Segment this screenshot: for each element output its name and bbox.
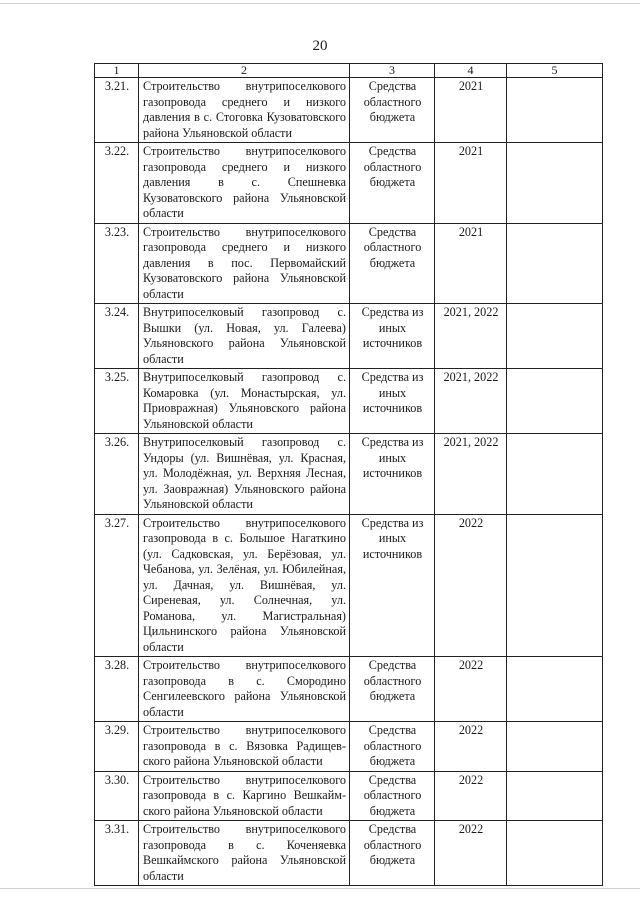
table-body xyxy=(95,64,603,886)
table-row xyxy=(95,771,603,821)
row-description: Внутрипоселковый газопровод с. Вышки (ул. Новая, ул. Галеева) Ульяновского района Ульяновской области xyxy=(139,304,350,369)
row-year: 2021, 2022 xyxy=(435,434,507,515)
header-cell-4: 4 xyxy=(435,64,507,78)
header-cell-5: 5 xyxy=(507,64,603,78)
header-cell-3: 3 xyxy=(350,64,435,78)
row-funding-source: Средства областного бюджета xyxy=(350,143,435,224)
row-description: Внутрипоселковый газопровод с. Ундоры (ул. Вишнёвая, ул. Красная, ул. Молодёжная, ул. Верхняя Лесная, ул. Заовражная) Ульяновского района Ульяновской области xyxy=(139,434,350,515)
table-row xyxy=(95,304,603,369)
row-year: 2021 xyxy=(435,223,507,304)
row-funding-source: Средства из иных источников xyxy=(350,434,435,515)
row-number: 3.31. xyxy=(95,821,139,886)
header-cell-1: 1 xyxy=(95,64,139,78)
row-note xyxy=(507,304,603,369)
scan-edge-top xyxy=(0,3,640,4)
row-year: 2022 xyxy=(435,722,507,772)
row-description: Строительство внутрипоселкового газопровода в с. Большое Нагаткино (ул. Садковская, ул. Берёзовая, ул. Чебанова, ул. Зелёная, ул. Юбилейная, ул. Дачная, ул. Вишнёвая, ул. Сиреневая, ул. Солнечная, ул. Романова, ул. Магистральная) Цильнинского района Ульяновской области xyxy=(139,514,350,657)
row-note xyxy=(507,514,603,657)
row-note xyxy=(507,369,603,434)
row-number: 3.27. xyxy=(95,514,139,657)
row-year: 2022 xyxy=(435,657,507,722)
row-description: Строительство внутрипоселкового газопровода среднего и низкого давления в с. Стоговка Кузоватовского района Ульяновской области xyxy=(139,78,350,143)
row-number: 3.25. xyxy=(95,369,139,434)
table-row xyxy=(95,434,603,515)
table-row xyxy=(95,78,603,143)
program-table xyxy=(94,63,603,886)
row-number: 3.29. xyxy=(95,722,139,772)
row-funding-source: Средства областного бюджета xyxy=(350,657,435,722)
row-number: 3.28. xyxy=(95,657,139,722)
row-funding-source: Средства областного бюджета xyxy=(350,771,435,821)
row-description: Строительство внутрипоселкового газопровода в с. Каргино Вешкаймского района Ульяновской области xyxy=(139,771,350,821)
row-note xyxy=(507,434,603,515)
row-year: 2022 xyxy=(435,514,507,657)
row-funding-source: Средства областного бюджета xyxy=(350,722,435,772)
row-number: 3.24. xyxy=(95,304,139,369)
table-row xyxy=(95,223,603,304)
table-row xyxy=(95,143,603,224)
page-number: 20 xyxy=(312,38,328,54)
row-description: Строительство внутрипоселкового газопровода в с. Коченяевка Вешкаймского района Ульяновской области xyxy=(139,821,350,886)
row-funding-source: Средства областного бюджета xyxy=(350,223,435,304)
row-number: 3.30. xyxy=(95,771,139,821)
header-cell-2: 2 xyxy=(139,64,350,78)
row-note xyxy=(507,657,603,722)
row-number: 3.23. xyxy=(95,223,139,304)
row-year: 2021, 2022 xyxy=(435,304,507,369)
row-note xyxy=(507,821,603,886)
row-description: Внутрипоселковый газопровод с. Комаровка (ул. Монастырская, ул. Приовражная) Ульяновского района Ульяновской области xyxy=(139,369,350,434)
row-funding-source: Средства из иных источников xyxy=(350,369,435,434)
row-note xyxy=(507,143,603,224)
row-year: 2021 xyxy=(435,143,507,224)
row-note xyxy=(507,722,603,772)
scan-edge-bottom xyxy=(0,888,640,889)
row-funding-source: Средства из иных источников xyxy=(350,304,435,369)
row-year: 2021, 2022 xyxy=(435,369,507,434)
table-row xyxy=(95,369,603,434)
row-description: Строительство внутрипоселкового газопровода в с. Смородино Сенгилеевского района Ульяновской области xyxy=(139,657,350,722)
row-funding-source: Средства из иных источников xyxy=(350,514,435,657)
row-number: 3.21. xyxy=(95,78,139,143)
row-year: 2022 xyxy=(435,821,507,886)
row-description: Строительство внутрипоселкового газопровода среднего и низкого давления в пос. Первомайский Кузоватовского района Ульяновской области xyxy=(139,223,350,304)
table-row xyxy=(95,657,603,722)
row-note xyxy=(507,771,603,821)
row-number: 3.22. xyxy=(95,143,139,224)
table-row xyxy=(95,514,603,657)
table-row xyxy=(95,722,603,772)
row-note xyxy=(507,223,603,304)
row-year: 2022 xyxy=(435,771,507,821)
row-description: Строительство внутрипоселкового газопровода в с. Вязовка Радищевского района Ульяновской области xyxy=(139,722,350,772)
row-description: Строительство внутрипоселкового газопровода среднего и низкого давления в с. Спешневка Кузоватовского района Ульяновской области xyxy=(139,143,350,224)
row-funding-source: Средства областного бюджета xyxy=(350,78,435,143)
row-year: 2021 xyxy=(435,78,507,143)
row-number: 3.26. xyxy=(95,434,139,515)
table-row xyxy=(95,821,603,886)
table-header-row xyxy=(95,64,603,78)
row-funding-source: Средства областного бюджета xyxy=(350,821,435,886)
row-note xyxy=(507,78,603,143)
